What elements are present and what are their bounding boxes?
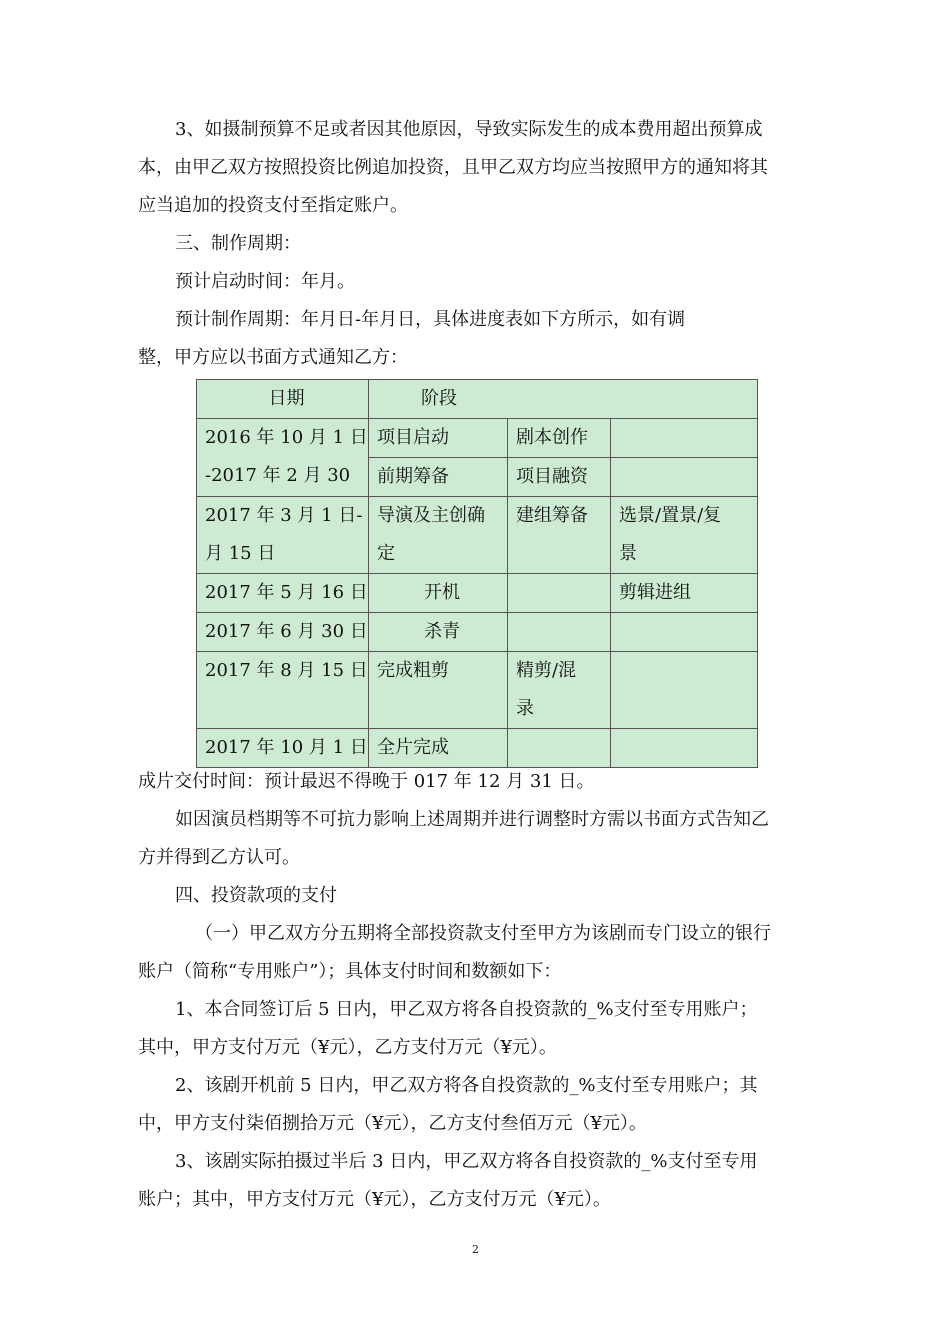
table-cell (611, 652, 758, 729)
table-cell-date: 2017 年 3 月 1 日- 月 15 日 (197, 497, 369, 574)
table-cell: 项目启动 (369, 419, 508, 458)
page-number: 2 (472, 1243, 479, 1256)
table-row (197, 729, 758, 768)
paragraph-line: 如因演员档期等不可抗力影响上述周期并进行调整时方需以书面方式告知乙 (175, 809, 769, 830)
table-cell (508, 729, 611, 768)
paragraph-line: 应当追加的投资支付至指定账户。 (138, 195, 408, 216)
paragraph-line: 预计制作周期：年月日-年月日，具体进度表如下方所示，如有调 (175, 309, 686, 330)
paragraph-line: 中，甲方支付柒佰捌拾万元（¥元），乙方支付叁佰万元（¥元）。 (138, 1113, 647, 1134)
paragraph-line: 本，由甲乙双方按照投资比例追加投资，且甲乙双方均应当按照甲方的通知将其 (138, 157, 768, 178)
paragraph-line: 1、本合同签订后 5 日内，甲乙双方将各自投资款的_%支付至专用账户； (175, 999, 758, 1020)
paragraph-line: 账户（简称“专用账户”）；具体支付时间和数额如下： (138, 961, 562, 982)
paragraph-line: 3、如摄制预算不足或者因其他原因，导致实际发生的成本费用超出预算成 (175, 119, 763, 140)
section-heading: 三、制作周期： (175, 233, 301, 254)
table-cell (508, 574, 611, 613)
table-cell: 前期筹备 (369, 458, 508, 497)
paragraph-line: 整，甲方应以书面方式通知乙方： (138, 347, 408, 368)
table-cell (611, 613, 758, 652)
table-row (197, 613, 758, 652)
table-cell-date: 2017 年 5 月 16 日 (197, 574, 369, 613)
paragraph-line: 成片交付时间：预计最迟不得晚于 017 年 12 月 31 日。 (138, 771, 595, 792)
paragraph-line: 2、该剧开机前 5 日内，甲乙双方将各自投资款的_%支付至专用账户；其 (175, 1075, 758, 1096)
table-cell-date: 2017 年 6 月 30 日 (197, 613, 369, 652)
paragraph-line: 账户；其中，甲方支付万元（¥元），乙方支付万元（¥元）。 (138, 1189, 611, 1210)
table-cell-date: 2017 年 10 月 1 日 (197, 729, 369, 768)
table-cell: 剪辑进组 (611, 574, 758, 613)
table-header-date: 日期 (197, 380, 369, 419)
paragraph-line: （一）甲乙双方分五期将全部投资款支付至甲方为该剧而专门设立的银行 (195, 923, 771, 944)
section-heading: 四、投资款项的支付 (175, 885, 337, 906)
table-cell (508, 613, 611, 652)
table-row (197, 380, 758, 419)
table-cell: 开机 (369, 574, 508, 613)
table-cell: 全片完成 (369, 729, 508, 768)
paragraph-line: 预计启动时间：年月。 (175, 271, 355, 292)
schedule-table (196, 379, 758, 768)
table-cell (611, 458, 758, 497)
table-cell: 杀青 (369, 613, 508, 652)
table-cell: 剧本创作 (508, 419, 611, 458)
table-cell-date: 2016 年 10 月 1 日 -2017 年 2 月 30 (197, 419, 369, 497)
table-cell (611, 419, 758, 458)
paragraph-line: 其中，甲方支付万元（¥元），乙方支付万元（¥元）。 (138, 1037, 557, 1058)
table-row (197, 497, 758, 574)
table-cell: 完成粗剪 (369, 652, 508, 729)
paragraph-line: 方并得到乙方认可。 (138, 847, 300, 868)
table-cell: 导演及主创确 定 (369, 497, 508, 574)
table-cell: 建组筹备 (508, 497, 611, 574)
table-row (197, 574, 758, 613)
table-cell-date: 2017 年 8 月 15 日 (197, 652, 369, 729)
table-cell: 精剪/混 录 (508, 652, 611, 729)
paragraph-line: 3、该剧实际拍摄过半后 3 日内，甲乙双方将各自投资款的_%支付至专用 (175, 1151, 758, 1172)
table-row (197, 652, 758, 729)
table-cell: 项目融资 (508, 458, 611, 497)
table-cell: 选景/置景/复 景 (611, 497, 758, 574)
table-row (197, 419, 758, 458)
table-header-stage: 阶段 (369, 380, 758, 419)
table-cell (611, 729, 758, 768)
